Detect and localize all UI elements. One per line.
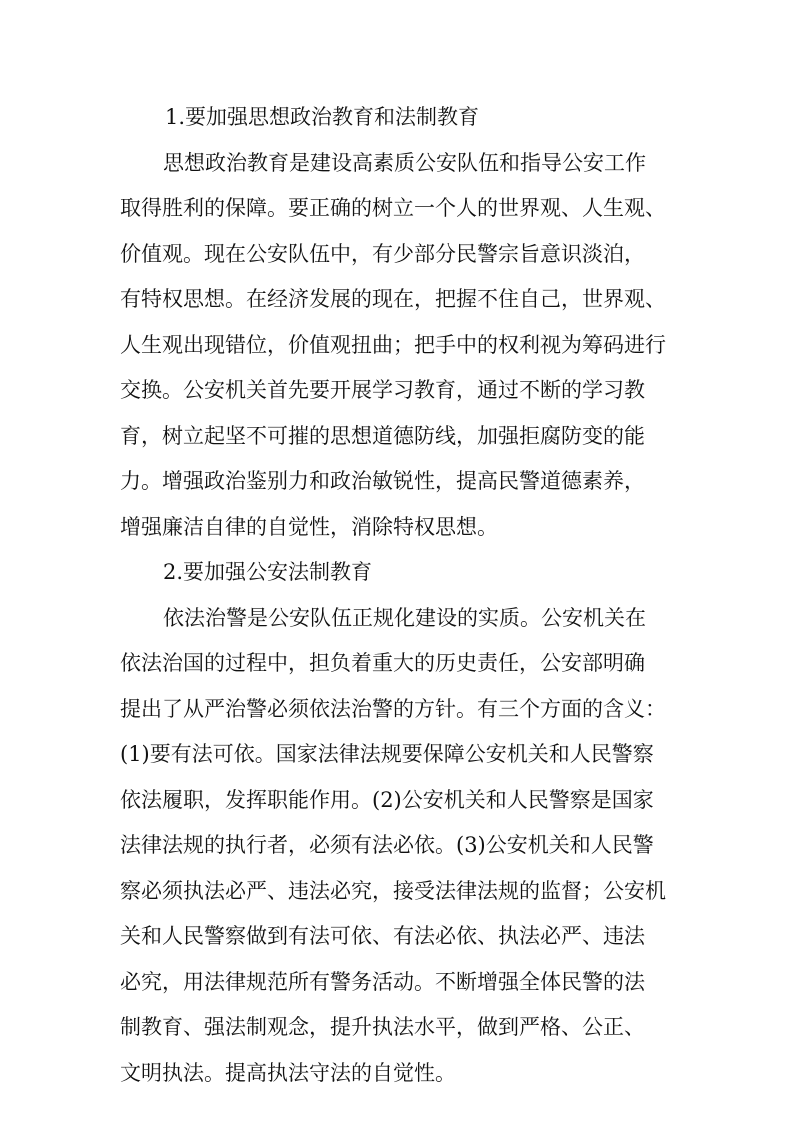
section-1-heading: 1.要加强思想政治教育和法制教育 xyxy=(165,105,480,129)
paragraph-line: 依法治国的过程中，担负着重大的历史责任，公安部明确 xyxy=(120,651,645,675)
paragraph-line: 价值观。现在公安队伍中，有少部分民警宗旨意识淡泊， xyxy=(120,242,645,266)
paragraph-line: 育，树立起坚不可摧的思想道德防线，加强拒腐防变的能 xyxy=(120,424,645,448)
paragraph-line: 文明执法。提高执法守法的自觉性。 xyxy=(120,1061,456,1085)
paragraph-line: 人生观出现错位，价值观扭曲；把手中的权利视为筹码进行 xyxy=(120,333,666,357)
paragraph-line: 必究，用法律规范所有警务活动。不断增强全体民警的法 xyxy=(120,970,645,994)
paragraph-line: 制教育、强法制观念，提升执法水平，做到严格、公正、 xyxy=(120,1015,645,1039)
paragraph-line: 提出了从严治警必须依法治警的方针。有三个方面的含义： xyxy=(120,697,666,721)
section-2-heading: 2.要加强公安法制教育 xyxy=(163,560,373,584)
paragraph-line: 思想政治教育是建设高素质公安队伍和指导公安工作 xyxy=(163,151,646,175)
paragraph-line: 法律法规的执行者，必须有法必依。(3)公安机关和人民警 xyxy=(120,833,654,857)
paragraph-line: 依法履职，发挥职能作用。(2)公安机关和人民警察是国家 xyxy=(120,788,654,812)
paragraph-line: 增强廉洁自律的自觉性，消除特权思想。 xyxy=(120,515,498,539)
paragraph-line: 依法治警是公安队伍正规化建设的实质。公安机关在 xyxy=(163,606,646,630)
paragraph-line: 力。增强政治鉴别力和政治敏锐性，提高民警道德素养， xyxy=(120,469,645,493)
paragraph-line: 取得胜利的保障。要正确的树立一个人的世界观、人生观、 xyxy=(120,196,666,220)
paragraph-line: 察必须执法必严、违法必究，接受法律法规的监督；公安机 xyxy=(120,879,666,903)
paragraph-line: 交换。公安机关首先要开展学习教育，通过不断的学习教 xyxy=(120,378,645,402)
paragraph-line: (1)要有法可依。国家法律法规要保障公安机关和人民警察 xyxy=(120,742,654,766)
paragraph-line: 有特权思想。在经济发展的现在，把握不住自己，世界观、 xyxy=(120,287,666,311)
paragraph-line: 关和人民警察做到有法可依、有法必依、执法必严、违法 xyxy=(120,924,645,948)
